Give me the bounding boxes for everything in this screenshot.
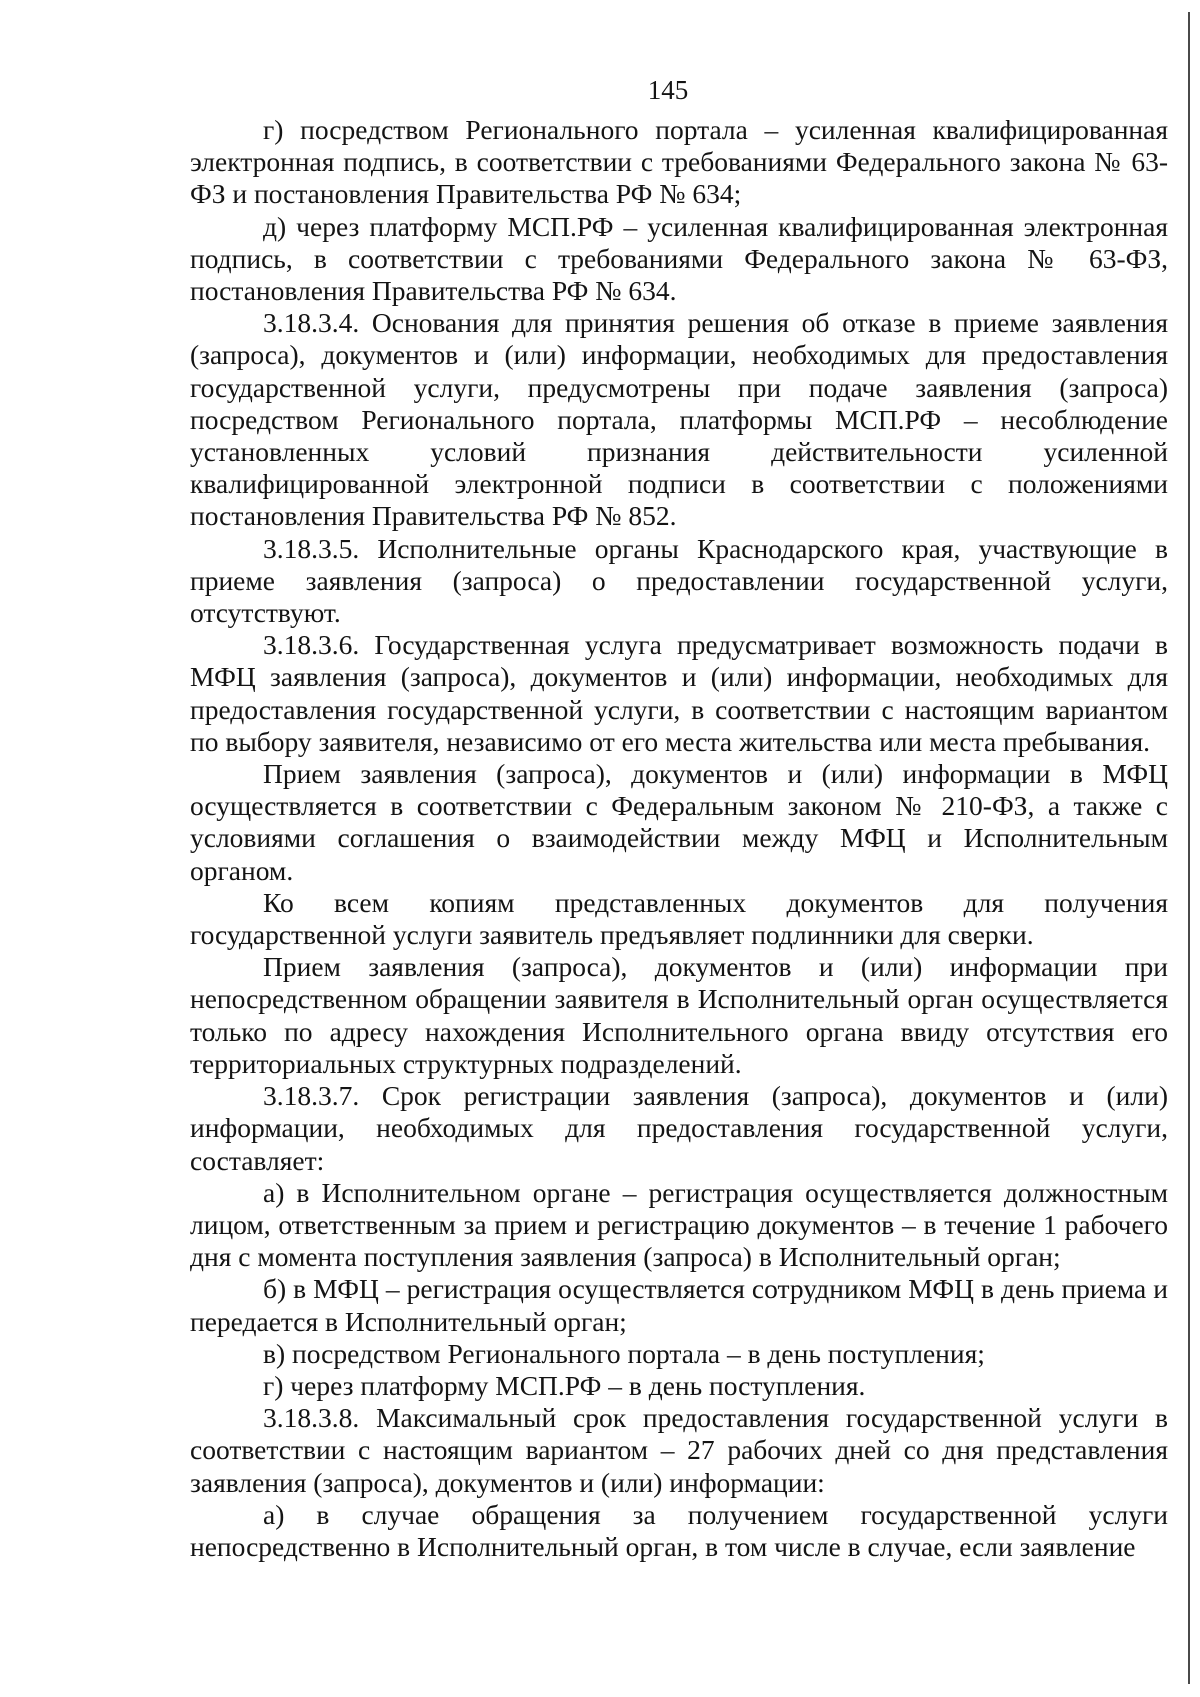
paragraph-direct-application-case: а) в случае обращения за получением государственной услуги непосредственно в Исполнительный орган, в том числе в случае, если заявление — [190, 1498, 1168, 1562]
paragraph-registration-mfc: б) в МФЦ – регистрация осуществляется сотрудником МФЦ в день приема и передается в Исполнительный орган; — [190, 1273, 1168, 1337]
paragraph-3-18-3-5: 3.18.3.5. Исполнительные органы Краснодарского края, участвующие в приеме заявления (запроса) о предоставлении государственной услуги, отсутствуют. — [190, 532, 1168, 629]
paragraph-3-18-3-7: 3.18.3.7. Срок регистрации заявления (запроса), документов и (или) информации, необходимых для предоставления государственной услуги, составляет: — [190, 1080, 1168, 1176]
paragraph-registration-msp-platform: г) через платформу МСП.РФ – в день поступления. — [263, 1369, 866, 1401]
page-number: 145 — [647, 75, 689, 105]
paragraph-3-18-3-8: 3.18.3.8. Максимальный срок предоставления государственной услуги в соответствии с настоящим вариантом – 27 рабочих дней со дня представления заявления (запроса), документов и (или) информации: — [190, 1402, 1168, 1498]
paragraph-registration-executive-body: а) в Исполнительном органе – регистрация осуществляется должностным лицом, ответственным за прием и регистрацию документов – в течение 1 рабочего дня с момента поступления заявления (запроса) в Исполнительный орган; — [190, 1176, 1168, 1273]
paragraph-3-18-3-6: 3.18.3.6. Государственная услуга предусматривает возможность подачи в МФЦ заявления (запроса), документов и (или) информации, необходимых для предоставления государственной услуги, в соответствии с настоящим вариантом по выбору заявителя, независимо от его места жительства или места пребывания. — [190, 629, 1168, 757]
paragraph-signature-msp-platform: д) через платформу МСП.РФ – усиленная квалифицированная электронная подпись, в соответствии с требованиями Федерального закона № 63-ФЗ, постановления Правительства РФ № 634. — [190, 210, 1168, 307]
paragraph-mfc-reception: Прием заявления (запроса), документов и (или) информации в МФЦ осуществляется в соответствии с Федеральным законом № 210-ФЗ, а также с условиями соглашения о взаимодействии между МФЦ и Исполнительным органом. — [190, 758, 1168, 886]
paragraph-signature-regional-portal: г) посредством Регионального портала – усиленная квалифицированная электронная подпись, в соответствии с требованиями Федерального закона № 63-ФЗ и постановления Правительства РФ № 634; — [190, 114, 1168, 210]
paragraph-originals-for-verification: Ко всем копиям представленных документов для получения государственной услуги заявитель предъявляет подлинники для сверки. — [190, 886, 1168, 951]
document-body — [190, 114, 1168, 1563]
page-edge-line — [1188, 12, 1190, 1684]
paragraph-3-18-3-4: 3.18.3.4. Основания для принятия решения об отказе в приеме заявления (запроса), документов и (или) информации, необходимых для предоставления государственной услуги, предусмотрены при подаче заявления (запроса) посредством Регионального портала, платформы МСП.РФ – несоблюдение установленных условий признания действительности усиленной квалифицированной электронной подписи в соответствии с положениями постановления Правительства РФ № 852. — [190, 307, 1168, 532]
paragraph-registration-regional-portal: в) посредством Регионального портала – в день поступления; — [263, 1337, 985, 1369]
paragraph-direct-reception: Прием заявления (запроса), документов и (или) информации при непосредственном обращении заявителя в Исполнительный орган осуществляется только по адресу нахождения Исполнительного органа ввиду отсутствия его территориальных структурных подразделений. — [190, 951, 1168, 1079]
